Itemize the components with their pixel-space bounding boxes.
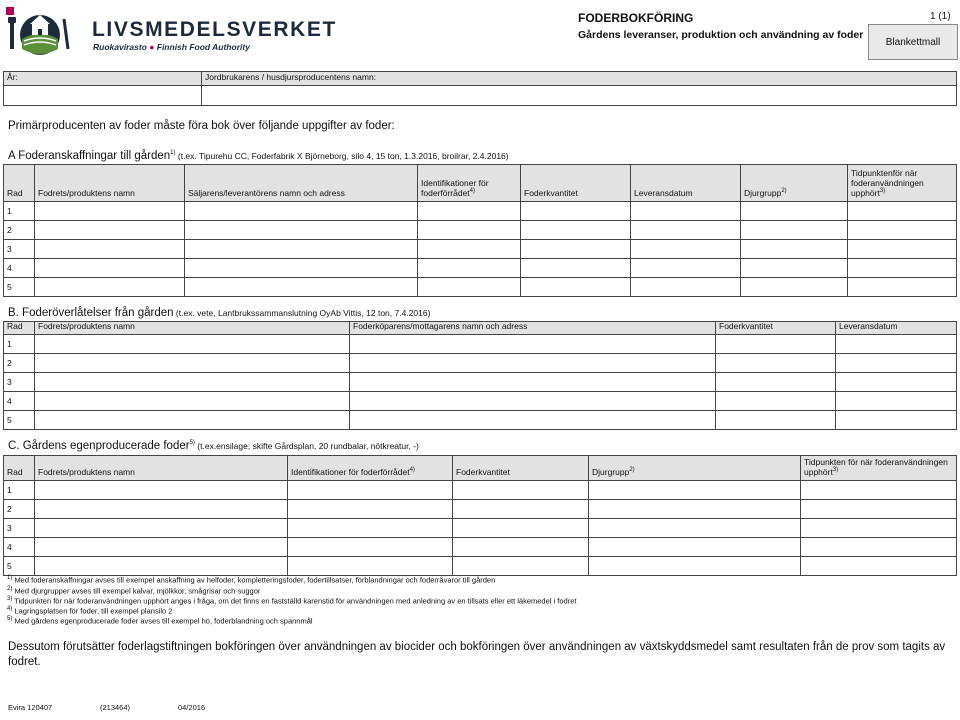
table-row — [4, 221, 957, 240]
org-subtitle: Ruokavirasto ● Finnish Food Authority — [93, 42, 250, 52]
footer-date: 04/2016 — [178, 703, 206, 712]
section-a-header-row — [4, 165, 957, 202]
table-cell[interactable] — [453, 538, 589, 557]
column-header: Djurgrupp$^{2)}$ — [589, 456, 801, 481]
column-header: Fodrets/produktens namn — [35, 456, 288, 481]
table-row — [4, 354, 957, 373]
table-cell[interactable] — [185, 259, 418, 278]
row-number: 5 — [4, 411, 35, 430]
section-a-title: A Foderanskaffningar till gården$^{1)}$ (t.ex. Tipurehu CC, Foderfabrik X Björneborg, silo 4, 15 ton, 1.3.2016, broilrar, 2.4.2016) — [8, 150, 509, 162]
table-cell[interactable] — [35, 278, 185, 297]
row-number: 3 — [4, 240, 35, 259]
table-cell[interactable] — [185, 240, 418, 259]
table-cell[interactable] — [35, 411, 350, 430]
row-number: 2 — [4, 221, 35, 240]
column-header: Fodrets/produktens namn — [35, 322, 350, 335]
footer-code: Evira 120407 — [8, 703, 53, 712]
table-cell[interactable] — [836, 354, 957, 373]
row-number: 2 — [4, 354, 35, 373]
table-cell[interactable] — [836, 392, 957, 411]
year-field[interactable] — [4, 86, 202, 106]
row-number: 3 — [4, 373, 35, 392]
column-header: Djurgrupp$^{2)}$ — [741, 165, 848, 202]
column-header: Leveransdatum — [836, 322, 957, 335]
column-header: Rad — [4, 165, 35, 202]
table-cell[interactable] — [589, 500, 801, 519]
table-cell[interactable] — [801, 500, 957, 519]
table-cell[interactable] — [35, 240, 185, 259]
table-cell[interactable] — [631, 221, 741, 240]
table-cell[interactable] — [35, 259, 185, 278]
table-cell[interactable] — [35, 519, 288, 538]
table-cell[interactable] — [350, 411, 716, 430]
column-header: Rad — [4, 322, 35, 335]
table-cell[interactable] — [716, 373, 836, 392]
table-cell[interactable] — [589, 538, 801, 557]
table-cell[interactable] — [836, 373, 957, 392]
table-row — [4, 373, 957, 392]
table-cell[interactable] — [350, 354, 716, 373]
section-b-header-row — [4, 322, 957, 335]
section-a-table — [3, 164, 957, 297]
column-header: Identifikationer för foderförrådet$^{4)}$ — [288, 456, 453, 481]
column-header: Foderköparens/mottagarens namn och adress — [350, 322, 716, 335]
column-header: Foderkvantitet — [716, 322, 836, 335]
intro-text: Primärproducenten av foder måste föra bok över följande uppgifter av foder: — [8, 120, 395, 132]
table-cell[interactable] — [35, 373, 350, 392]
row-number: 4 — [4, 259, 35, 278]
table-cell[interactable] — [35, 392, 350, 411]
section-b-table — [3, 321, 957, 430]
table-cell[interactable] — [741, 202, 848, 221]
table-cell[interactable] — [418, 221, 521, 240]
table-cell[interactable] — [350, 392, 716, 411]
column-header: Tidpunktenför när foderanvändningen upphört$^{3)}$ — [848, 165, 957, 202]
column-header: Fodrets/produktens namn — [35, 165, 185, 202]
table-cell[interactable] — [288, 481, 453, 500]
table-cell[interactable] — [185, 202, 418, 221]
table-cell[interactable] — [35, 538, 288, 557]
table-row — [4, 500, 957, 519]
table-cell[interactable] — [589, 481, 801, 500]
table-cell[interactable] — [741, 221, 848, 240]
table-cell[interactable] — [741, 240, 848, 259]
section-c-table — [3, 455, 957, 576]
table-cell[interactable] — [801, 519, 957, 538]
table-cell[interactable] — [589, 519, 801, 538]
farm-logo-icon — [2, 5, 74, 59]
table-row — [4, 392, 957, 411]
footnote: $^{1)}$ Med foderanskaffningar avses till exempel anskaffning av helfoder, kompletteringsfoder, fodertillsatser, förblandningar och foderråvaror till gården — [7, 575, 496, 585]
table-cell[interactable] — [801, 538, 957, 557]
table-cell[interactable] — [521, 221, 631, 240]
table-row — [4, 519, 957, 538]
table-cell[interactable] — [35, 202, 185, 221]
table-cell[interactable] — [741, 259, 848, 278]
table-cell[interactable] — [35, 221, 185, 240]
table-cell[interactable] — [35, 481, 288, 500]
footnote: $^{5)}$ Med gårdens egenproducerade foder avses till exempel hö, foderblandning och spannmål — [7, 616, 313, 626]
owner-label: Jordbrukarens / husdjursproducentens namn: — [202, 72, 957, 86]
table-cell[interactable] — [350, 373, 716, 392]
table-cell[interactable] — [521, 240, 631, 259]
table-row — [4, 411, 957, 430]
year-label: År: — [4, 72, 202, 86]
table-cell[interactable] — [848, 221, 957, 240]
row-number: 2 — [4, 500, 35, 519]
row-number: 5 — [4, 557, 35, 576]
table-cell[interactable] — [631, 240, 741, 259]
section-c-title: C. Gårdens egenproducerade foder$^{5)}$ (t.ex.ensilage, skifte Gårdsplan, 20 rundbalar, nötkreatur, -) — [8, 440, 419, 452]
row-number: 3 — [4, 519, 35, 538]
table-cell[interactable] — [716, 411, 836, 430]
footer-number: (213464) — [100, 703, 131, 712]
table-cell[interactable] — [848, 278, 957, 297]
table-cell[interactable] — [716, 354, 836, 373]
table-cell[interactable] — [801, 557, 957, 576]
table-cell[interactable] — [631, 259, 741, 278]
owner-field[interactable] — [202, 86, 957, 106]
table-cell[interactable] — [288, 519, 453, 538]
row-number: 5 — [4, 278, 35, 297]
table-cell[interactable] — [185, 278, 418, 297]
table-cell[interactable] — [288, 500, 453, 519]
table-cell[interactable] — [453, 481, 589, 500]
column-header: Identifikationer för foderförrådet$^{4)}$ — [418, 165, 521, 202]
table-cell[interactable] — [801, 481, 957, 500]
table-row — [4, 481, 957, 500]
footnote: $^{4)}$ Lagringsplatsen för foder, till exempel plansilo 2 — [7, 606, 173, 616]
table-cell[interactable] — [848, 259, 957, 278]
info-table — [3, 71, 957, 106]
form-type-box: Blankettmall — [868, 24, 958, 60]
document-subtitle: Gårdens leveranser, produktion och användning av foder — [578, 29, 864, 41]
column-header: Säljarens/leverantörens namn och adress — [185, 165, 418, 202]
table-cell[interactable] — [453, 519, 589, 538]
row-number: 4 — [4, 392, 35, 411]
table-row — [4, 538, 957, 557]
footnote: $^{3)}$ Tidpunkten för när foderanvändningen upphört anges i fråga, om det finns en fastställd karenstid för användningen med anledning av en tillsats eller ett läkemedel i fodret — [7, 596, 577, 606]
table-cell[interactable] — [836, 335, 957, 354]
table-cell[interactable] — [185, 221, 418, 240]
document-title: FODERBOKFÖRING — [578, 11, 694, 25]
table-row — [4, 335, 957, 354]
table-cell[interactable] — [589, 557, 801, 576]
column-header: Rad — [4, 456, 35, 481]
table-cell[interactable] — [453, 500, 589, 519]
table-cell[interactable] — [418, 240, 521, 259]
table-cell[interactable] — [836, 411, 957, 430]
row-number: 1 — [4, 481, 35, 500]
table-cell[interactable] — [418, 278, 521, 297]
row-number: 1 — [4, 202, 35, 221]
section-c-header-row — [4, 456, 957, 481]
table-cell[interactable] — [716, 392, 836, 411]
table-row — [4, 278, 957, 297]
table-cell[interactable] — [741, 278, 848, 297]
table-cell[interactable] — [631, 202, 741, 221]
table-cell[interactable] — [418, 202, 521, 221]
table-cell[interactable] — [35, 354, 350, 373]
footnote: $^{2)}$ Med djurgrupper avses till exempel kalvar, mjölkkor, smågrisar och suggor — [7, 586, 261, 596]
table-cell[interactable] — [288, 538, 453, 557]
column-header: Foderkvantitet — [521, 165, 631, 202]
table-cell[interactable] — [848, 240, 957, 259]
page-number: 1 (1) — [930, 11, 951, 22]
table-cell[interactable] — [848, 202, 957, 221]
table-cell[interactable] — [418, 259, 521, 278]
column-header: Tidpunkten för när foderanvändningen upphört$^{3)}$ — [801, 456, 957, 481]
table-row — [4, 202, 957, 221]
table-cell[interactable] — [631, 278, 741, 297]
table-cell[interactable] — [521, 202, 631, 221]
table-cell[interactable] — [521, 259, 631, 278]
column-header: Leveransdatum — [631, 165, 741, 202]
row-number: 4 — [4, 538, 35, 557]
org-name: LIVSMEDELSVERKET — [92, 18, 337, 41]
table-cell[interactable] — [35, 500, 288, 519]
closing-text: Dessutom förutsätter foderlagstiftningen bokföringen över användningen av biocider och bokföringen över användningen av växtskyddsmedel samt resultaten från de prov som tagits av fodret. — [8, 641, 946, 668]
table-cell[interactable] — [521, 278, 631, 297]
row-number: 1 — [4, 335, 35, 354]
table-cell[interactable] — [350, 335, 716, 354]
table-cell[interactable] — [716, 335, 836, 354]
table-row — [4, 259, 957, 278]
table-row — [4, 240, 957, 259]
column-header: Foderkvantitet — [453, 456, 589, 481]
table-cell[interactable] — [35, 335, 350, 354]
section-b-title: B. Foderöverlåtelser från gården (t.ex. vete, Lantbrukssammanslutning OyAb Vittis, 12 ton, 7.4.2016) — [8, 307, 431, 319]
